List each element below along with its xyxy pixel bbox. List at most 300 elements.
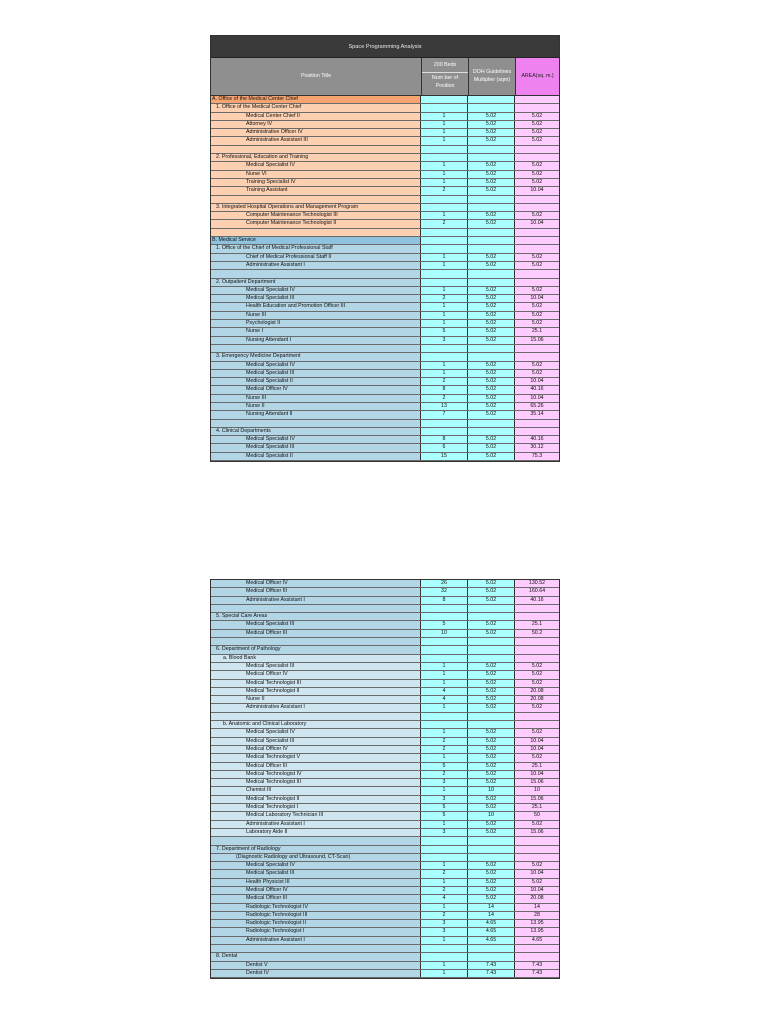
position-count-cell: 10 (421, 630, 468, 637)
area-cell (515, 353, 559, 360)
position-count-cell: 1 (421, 162, 468, 169)
multiplier-cell (468, 196, 515, 203)
table-row (211, 220, 559, 228)
table-row (211, 713, 559, 721)
multiplier-cell (468, 613, 515, 620)
area-cell: 5.02 (515, 671, 559, 678)
table-row (211, 646, 559, 654)
multiplier-cell: 5.02 (468, 588, 515, 595)
sheet-page-2 (210, 579, 560, 979)
position-count-cell: 4 (421, 688, 468, 695)
table-row (211, 688, 559, 696)
area-cell (515, 245, 559, 252)
position-title-cell: Medical Specialist IV (211, 362, 421, 369)
area-cell: 15.06 (515, 337, 559, 344)
position-title-cell (211, 345, 421, 352)
area-cell: 5.02 (515, 129, 559, 136)
position-title-cell: Medical Specialist III (211, 295, 421, 302)
position-title-cell: Medical Specialist IV (211, 436, 421, 443)
multiplier-cell: 5.02 (468, 386, 515, 393)
position-count-cell: 2 (421, 395, 468, 402)
table-row (211, 436, 559, 444)
multiplier-cell: 5.02 (468, 403, 515, 410)
table-row (211, 121, 559, 129)
position-title-cell: b. Anatomic and Clinical Laboratory (211, 721, 421, 728)
position-title-cell (211, 837, 421, 844)
position-count-cell (421, 229, 468, 236)
multiplier-cell: 5.02 (468, 597, 515, 604)
area-cell: 5.02 (515, 121, 559, 128)
multiplier-cell (468, 154, 515, 161)
sheet-title: Space Programming Analysis (211, 36, 559, 58)
area-cell: 10.04 (515, 738, 559, 745)
multiplier-cell: 4.65 (468, 928, 515, 935)
position-count-cell: 3 (421, 928, 468, 935)
table-row (211, 196, 559, 204)
area-cell (515, 655, 559, 662)
area-cell: 5.02 (515, 212, 559, 219)
position-title-cell: Medical Specialist III (211, 370, 421, 377)
position-title-cell: Nursing Attendant I (211, 337, 421, 344)
position-count-cell (421, 721, 468, 728)
area-cell (515, 605, 559, 612)
position-count-cell: 5 (421, 804, 468, 811)
position-title-cell: Medical Technologist IV (211, 771, 421, 778)
multiplier-cell: 5.02 (468, 804, 515, 811)
position-title-cell: 2. Outpatient Department (211, 279, 421, 286)
position-count-cell (421, 655, 468, 662)
header-multiplier: DOH Guidelines Multiplier (sqm) (469, 58, 516, 95)
multiplier-cell: 5.02 (468, 763, 515, 770)
table-row (211, 854, 559, 862)
multiplier-cell: 5.02 (468, 187, 515, 194)
area-cell: 5.02 (515, 303, 559, 310)
table-row (211, 729, 559, 737)
position-title-cell: Medical Specialist III (211, 870, 421, 877)
header-beds (422, 58, 469, 95)
table-row (211, 287, 559, 295)
position-count-cell (421, 270, 468, 277)
multiplier-cell: 5.02 (468, 771, 515, 778)
multiplier-cell (468, 953, 515, 960)
position-title-cell: Health Physicist III (211, 879, 421, 886)
area-cell: 5.02 (515, 370, 559, 377)
area-cell: 40.16 (515, 386, 559, 393)
position-count-cell: 1 (421, 729, 468, 736)
table-row (211, 453, 559, 461)
multiplier-cell: 14 (468, 912, 515, 919)
multiplier-cell: 5.02 (468, 729, 515, 736)
position-count-cell: 15 (421, 453, 468, 460)
multiplier-cell: 5.02 (468, 312, 515, 319)
position-count-cell: 1 (421, 129, 468, 136)
position-title-cell: Radiologic Technologist III (211, 912, 421, 919)
multiplier-cell: 5.02 (468, 137, 515, 144)
table-row (211, 96, 559, 104)
multiplier-cell: 5.02 (468, 779, 515, 786)
table-row (211, 395, 559, 403)
multiplier-cell (468, 428, 515, 435)
table-row (211, 320, 559, 328)
position-count-cell: 6 (421, 444, 468, 451)
position-count-cell: 32 (421, 588, 468, 595)
position-count-cell: 1 (421, 754, 468, 761)
table-row (211, 137, 559, 145)
position-count-cell (421, 353, 468, 360)
position-count-cell (421, 96, 468, 103)
position-title-cell: Medical Technologist V (211, 754, 421, 761)
area-cell: 75.3 (515, 453, 559, 460)
area-cell (515, 721, 559, 728)
position-title-cell: Medical Specialist III (211, 444, 421, 451)
area-cell: 25.1 (515, 621, 559, 628)
table-row (211, 696, 559, 704)
table-row (211, 630, 559, 638)
position-count-cell (421, 953, 468, 960)
position-count-cell (421, 204, 468, 211)
position-title-cell: Nurse III (211, 395, 421, 402)
table-row (211, 912, 559, 920)
multiplier-cell: 5.02 (468, 663, 515, 670)
position-count-cell (421, 146, 468, 153)
position-title-cell: (Diagnostic Radiology and Ultrasound, CT-Scan) (211, 854, 421, 861)
multiplier-cell: 5.02 (468, 887, 515, 894)
table-row (211, 262, 559, 270)
position-title-cell: Administrative Assistant I (211, 704, 421, 711)
position-title-cell: Psychologist II (211, 320, 421, 327)
multiplier-cell: 5.02 (468, 738, 515, 745)
multiplier-cell (468, 104, 515, 111)
area-cell (515, 945, 559, 952)
multiplier-cell: 5.02 (468, 179, 515, 186)
position-title-cell: Dentist V (211, 962, 421, 969)
table-row (211, 353, 559, 361)
table-body-page-2 (211, 580, 559, 978)
area-cell: 13.95 (515, 920, 559, 927)
position-count-cell: 1 (421, 121, 468, 128)
position-title-cell: Administrative Assistant III (211, 137, 421, 144)
position-title-cell: Administrative Assistant I (211, 937, 421, 944)
table-row (211, 345, 559, 353)
position-count-cell (421, 279, 468, 286)
table-row (211, 146, 559, 154)
area-cell: 4.65 (515, 937, 559, 944)
position-title-cell: B. Medical Service (211, 237, 421, 244)
table-row (211, 279, 559, 287)
position-title-cell: Medical Officer IV (211, 746, 421, 753)
position-title-cell: Nurse II (211, 696, 421, 703)
area-cell: 14 (515, 904, 559, 911)
area-cell: 5.02 (515, 680, 559, 687)
multiplier-cell: 5.02 (468, 895, 515, 902)
table-row (211, 779, 559, 787)
area-cell (515, 837, 559, 844)
position-count-cell: 1 (421, 362, 468, 369)
multiplier-cell (468, 655, 515, 662)
multiplier-cell: 5.02 (468, 704, 515, 711)
area-cell (515, 854, 559, 861)
position-title-cell: Medical Technologist II (211, 796, 421, 803)
position-title-cell: 3. Emergency Medicine Department (211, 353, 421, 360)
table-row (211, 721, 559, 729)
table-row (211, 754, 559, 762)
area-cell: 5.02 (515, 262, 559, 269)
header-position-title: Position Title (211, 58, 422, 95)
position-count-cell: 1 (421, 370, 468, 377)
position-count-cell: 3 (421, 779, 468, 786)
column-header-row (211, 58, 559, 96)
area-cell: 40.16 (515, 436, 559, 443)
table-row (211, 613, 559, 621)
area-cell: 5.02 (515, 729, 559, 736)
area-cell: 5.02 (515, 862, 559, 869)
position-title-cell: Medical Specialist IV (211, 862, 421, 869)
position-count-cell: 1 (421, 904, 468, 911)
area-cell: 15.06 (515, 829, 559, 836)
multiplier-cell (468, 345, 515, 352)
table-row (211, 362, 559, 370)
position-count-cell: 7 (421, 411, 468, 418)
multiplier-cell: 5.02 (468, 328, 515, 335)
position-count-cell (421, 846, 468, 853)
area-cell: 5.02 (515, 137, 559, 144)
table-row (211, 837, 559, 845)
area-cell: 10.04 (515, 771, 559, 778)
table-row (211, 171, 559, 179)
multiplier-cell: 5.02 (468, 580, 515, 587)
multiplier-cell (468, 229, 515, 236)
position-count-cell: 1 (421, 287, 468, 294)
area-cell (515, 420, 559, 427)
position-count-cell: 1 (421, 171, 468, 178)
position-title-cell: Medical Technologist III (211, 680, 421, 687)
table-body-page-1 (211, 96, 559, 461)
multiplier-cell (468, 146, 515, 153)
position-count-cell (421, 104, 468, 111)
table-row (211, 680, 559, 688)
position-count-cell: 26 (421, 580, 468, 587)
multiplier-cell (468, 638, 515, 645)
multiplier-cell (468, 721, 515, 728)
position-count-cell: 13 (421, 403, 468, 410)
table-row (211, 254, 559, 262)
area-cell: 20.08 (515, 696, 559, 703)
multiplier-cell (468, 837, 515, 844)
position-title-cell: Medical Specialist IV (211, 162, 421, 169)
table-row (211, 444, 559, 452)
position-title-cell: Medical Technologist III (211, 779, 421, 786)
position-title-cell (211, 229, 421, 236)
position-count-cell (421, 837, 468, 844)
position-count-cell: 4 (421, 895, 468, 902)
position-count-cell: 1 (421, 862, 468, 869)
area-cell (515, 270, 559, 277)
position-count-cell: 1 (421, 663, 468, 670)
area-cell: 5.02 (515, 113, 559, 120)
position-title-cell: Medical Specialist III (211, 621, 421, 628)
position-title-cell (211, 945, 421, 952)
multiplier-cell: 5.02 (468, 879, 515, 886)
position-count-cell (421, 854, 468, 861)
area-cell (515, 146, 559, 153)
multiplier-cell: 5.02 (468, 295, 515, 302)
position-title-cell: Medical Officer IV (211, 386, 421, 393)
position-title-cell: Medical Officer III (211, 895, 421, 902)
multiplier-cell (468, 204, 515, 211)
area-cell: 5.02 (515, 171, 559, 178)
area-cell: 28 (515, 912, 559, 919)
position-title-cell: Medical Officer IV (211, 887, 421, 894)
table-row (211, 621, 559, 629)
position-count-cell: 2 (421, 187, 468, 194)
position-count-cell: 1 (421, 113, 468, 120)
area-cell (515, 345, 559, 352)
table-row (211, 386, 559, 394)
area-cell: 10.04 (515, 220, 559, 227)
position-count-cell: 5 (421, 328, 468, 335)
multiplier-cell: 5.02 (468, 829, 515, 836)
table-row (211, 428, 559, 436)
area-cell: 5.02 (515, 704, 559, 711)
table-row (211, 328, 559, 336)
position-title-cell: Medical Technologist I (211, 804, 421, 811)
table-row (211, 962, 559, 970)
table-row (211, 887, 559, 895)
position-title-cell: Chemist III (211, 787, 421, 794)
multiplier-cell: 5.02 (468, 320, 515, 327)
position-count-cell: 8 (421, 597, 468, 604)
position-count-cell: 1 (421, 704, 468, 711)
area-cell: 10.04 (515, 870, 559, 877)
multiplier-cell: 5.02 (468, 121, 515, 128)
position-count-cell: 1 (421, 671, 468, 678)
table-row (211, 804, 559, 812)
position-title-cell: Dentist IV (211, 970, 421, 977)
table-row (211, 162, 559, 170)
multiplier-cell: 5.02 (468, 362, 515, 369)
table-row (211, 812, 559, 820)
position-count-cell (421, 613, 468, 620)
multiplier-cell (468, 245, 515, 252)
table-row (211, 738, 559, 746)
area-cell: 25.1 (515, 804, 559, 811)
position-title-cell: Nurse I (211, 328, 421, 335)
position-count-cell (421, 345, 468, 352)
area-cell (515, 846, 559, 853)
area-cell (515, 204, 559, 211)
table-row (211, 787, 559, 795)
area-cell: 5.02 (515, 663, 559, 670)
position-title-cell: a. Blood Bank (211, 655, 421, 662)
table-row (211, 420, 559, 428)
area-cell: 5.02 (515, 754, 559, 761)
table-row (211, 370, 559, 378)
multiplier-cell: 5.02 (468, 630, 515, 637)
multiplier-cell: 5.02 (468, 754, 515, 761)
table-row (211, 229, 559, 237)
area-cell: 5.02 (515, 879, 559, 886)
multiplier-cell: 4.65 (468, 920, 515, 927)
table-row (211, 920, 559, 928)
multiplier-cell: 5.02 (468, 378, 515, 385)
area-cell: 10.04 (515, 187, 559, 194)
area-cell: 5.02 (515, 821, 559, 828)
header-beds-bottom: Num ber of Position (431, 75, 459, 89)
position-title-cell: Medical Specialist II (211, 378, 421, 385)
position-title-cell: Attorney IV (211, 121, 421, 128)
position-count-cell (421, 237, 468, 244)
position-count-cell: 1 (421, 821, 468, 828)
table-row (211, 605, 559, 613)
area-cell (515, 279, 559, 286)
position-title-cell: Medical Technologist II (211, 688, 421, 695)
position-title-cell: Medical Officer III (211, 763, 421, 770)
area-cell: 10 (515, 787, 559, 794)
area-cell (515, 646, 559, 653)
position-title-cell: Medical Officer IV (211, 580, 421, 587)
table-row (211, 870, 559, 878)
position-count-cell: 1 (421, 312, 468, 319)
multiplier-cell (468, 646, 515, 653)
multiplier-cell: 5.02 (468, 821, 515, 828)
position-count-cell: 5 (421, 812, 468, 819)
table-row (211, 129, 559, 137)
area-cell: 130.52 (515, 580, 559, 587)
position-title-cell: Nurse VI (211, 171, 421, 178)
position-count-cell: 2 (421, 887, 468, 894)
multiplier-cell (468, 420, 515, 427)
position-title-cell: Training Specialist IV (211, 179, 421, 186)
area-cell (515, 104, 559, 111)
position-count-cell: 4 (421, 696, 468, 703)
position-count-cell: 5 (421, 621, 468, 628)
multiplier-cell (468, 270, 515, 277)
table-row (211, 704, 559, 712)
multiplier-cell: 5.02 (468, 129, 515, 136)
area-cell: 50 (515, 812, 559, 819)
position-title-cell: Nursing Attendant II (211, 411, 421, 418)
table-row (211, 270, 559, 278)
table-row (211, 403, 559, 411)
position-count-cell: 5 (421, 763, 468, 770)
position-title-cell: Administrative Officer IV (211, 129, 421, 136)
multiplier-cell: 5.02 (468, 453, 515, 460)
multiplier-cell: 5.02 (468, 220, 515, 227)
position-title-cell: 5. Special Care Areas (211, 613, 421, 620)
table-row (211, 179, 559, 187)
position-title-cell: Medical Officer IV (211, 671, 421, 678)
position-count-cell: 1 (421, 320, 468, 327)
position-title-cell: Chief of Medical Professional Staff II (211, 254, 421, 261)
position-title-cell (211, 270, 421, 277)
position-count-cell: 3 (421, 829, 468, 836)
position-title-cell (211, 713, 421, 720)
area-cell: 7.43 (515, 970, 559, 977)
multiplier-cell: 5.02 (468, 303, 515, 310)
header-area: AREA(sq. m.) (516, 58, 559, 95)
position-count-cell (421, 428, 468, 435)
multiplier-cell: 5.02 (468, 436, 515, 443)
position-title-cell: Administrative Assistant I (211, 597, 421, 604)
multiplier-cell: 14 (468, 904, 515, 911)
table-row (211, 746, 559, 754)
multiplier-cell: 5.02 (468, 621, 515, 628)
position-title-cell: Medical Officer III (211, 588, 421, 595)
table-row (211, 821, 559, 829)
position-count-cell: 1 (421, 137, 468, 144)
position-title-cell: Training Assistant (211, 187, 421, 194)
position-count-cell (421, 245, 468, 252)
